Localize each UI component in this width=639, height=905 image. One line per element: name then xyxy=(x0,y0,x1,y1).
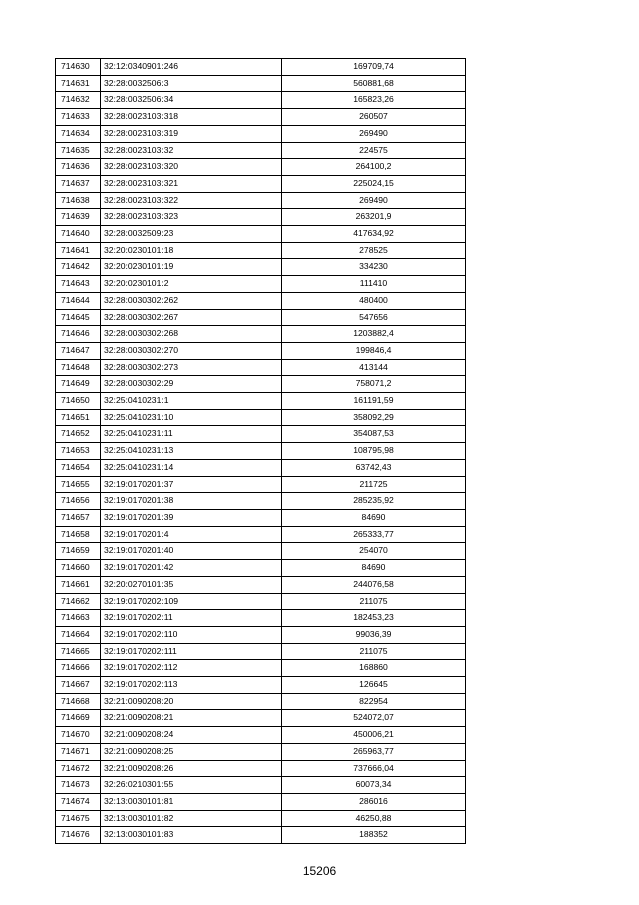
row-id-cell: 714630 xyxy=(56,59,101,76)
table-row xyxy=(56,677,466,694)
table-row xyxy=(56,493,466,510)
value-cell: 269490 xyxy=(282,125,466,142)
value-cell: 165823,26 xyxy=(282,92,466,109)
table-row xyxy=(56,376,466,393)
value-cell: 263201,9 xyxy=(282,209,466,226)
row-id-cell: 714639 xyxy=(56,209,101,226)
cadastral-number-cell: 32:28:0032506:34 xyxy=(101,92,282,109)
value-cell: 354087,53 xyxy=(282,426,466,443)
value-cell: 84690 xyxy=(282,560,466,577)
table-row xyxy=(56,242,466,259)
table-row xyxy=(56,276,466,293)
cadastral-number-cell: 32:28:0023103:323 xyxy=(101,209,282,226)
value-cell: 84690 xyxy=(282,509,466,526)
value-cell: 182453,23 xyxy=(282,610,466,627)
row-id-cell: 714657 xyxy=(56,509,101,526)
cadastral-number-cell: 32:28:0030302:29 xyxy=(101,376,282,393)
value-cell: 1203882,4 xyxy=(282,326,466,343)
table-row xyxy=(56,125,466,142)
table-row xyxy=(56,292,466,309)
table-row xyxy=(56,426,466,443)
value-cell: 225024,15 xyxy=(282,175,466,192)
value-cell: 111410 xyxy=(282,276,466,293)
table-row xyxy=(56,159,466,176)
table-row xyxy=(56,192,466,209)
table-row xyxy=(56,693,466,710)
value-cell: 188352 xyxy=(282,827,466,844)
cadastral-number-cell: 32:26:0210301:55 xyxy=(101,777,282,794)
table-row xyxy=(56,359,466,376)
table-row xyxy=(56,576,466,593)
cadastral-number-cell: 32:19:0170201:37 xyxy=(101,476,282,493)
value-cell: 169709,74 xyxy=(282,59,466,76)
value-cell: 254070 xyxy=(282,543,466,560)
table-row xyxy=(56,743,466,760)
row-id-cell: 714632 xyxy=(56,92,101,109)
table-row xyxy=(56,75,466,92)
value-cell: 161191,59 xyxy=(282,393,466,410)
value-cell: 547656 xyxy=(282,309,466,326)
cadastral-number-cell: 32:20:0270101:35 xyxy=(101,576,282,593)
cadastral-number-cell: 32:25:0410231:13 xyxy=(101,443,282,460)
table-row xyxy=(56,459,466,476)
row-id-cell: 714638 xyxy=(56,192,101,209)
cadastral-number-cell: 32:28:0030302:267 xyxy=(101,309,282,326)
table-row xyxy=(56,810,466,827)
row-id-cell: 714644 xyxy=(56,292,101,309)
value-cell: 199846,4 xyxy=(282,342,466,359)
row-id-cell: 714634 xyxy=(56,125,101,142)
cadastral-number-cell: 32:28:0030302:270 xyxy=(101,342,282,359)
cadastral-number-cell: 32:13:0030101:81 xyxy=(101,793,282,810)
row-id-cell: 714649 xyxy=(56,376,101,393)
table-row xyxy=(56,109,466,126)
value-cell: 737666,04 xyxy=(282,760,466,777)
table-row xyxy=(56,643,466,660)
value-cell: 278525 xyxy=(282,242,466,259)
value-cell: 286016 xyxy=(282,793,466,810)
value-cell: 758071,2 xyxy=(282,376,466,393)
row-id-cell: 714651 xyxy=(56,409,101,426)
cadastral-number-cell: 32:28:0023103:318 xyxy=(101,109,282,126)
cadastral-number-cell: 32:28:0032506:3 xyxy=(101,75,282,92)
table-row xyxy=(56,393,466,410)
data-table xyxy=(55,58,466,844)
cadastral-number-cell: 32:13:0030101:83 xyxy=(101,827,282,844)
row-id-cell: 714656 xyxy=(56,493,101,510)
table-row xyxy=(56,526,466,543)
row-id-cell: 714643 xyxy=(56,276,101,293)
table-row xyxy=(56,409,466,426)
row-id-cell: 714660 xyxy=(56,560,101,577)
row-id-cell: 714637 xyxy=(56,175,101,192)
table-row xyxy=(56,476,466,493)
value-cell: 524072,07 xyxy=(282,710,466,727)
value-cell: 450006,21 xyxy=(282,727,466,744)
cadastral-number-cell: 32:20:0230101:19 xyxy=(101,259,282,276)
cadastral-number-cell: 32:20:0230101:2 xyxy=(101,276,282,293)
row-id-cell: 714670 xyxy=(56,727,101,744)
value-cell: 358092,29 xyxy=(282,409,466,426)
value-cell: 334230 xyxy=(282,259,466,276)
value-cell: 108795,98 xyxy=(282,443,466,460)
value-cell: 224575 xyxy=(282,142,466,159)
value-cell: 46250,88 xyxy=(282,810,466,827)
cadastral-number-cell: 32:19:0170202:112 xyxy=(101,660,282,677)
value-cell: 265963,77 xyxy=(282,743,466,760)
table-row xyxy=(56,92,466,109)
row-id-cell: 714658 xyxy=(56,526,101,543)
table-row xyxy=(56,259,466,276)
cadastral-number-cell: 32:19:0170202:109 xyxy=(101,593,282,610)
value-cell: 211075 xyxy=(282,593,466,610)
table-row xyxy=(56,543,466,560)
row-id-cell: 714633 xyxy=(56,109,101,126)
value-cell: 211725 xyxy=(282,476,466,493)
cadastral-number-cell: 32:28:0023103:320 xyxy=(101,159,282,176)
row-id-cell: 714671 xyxy=(56,743,101,760)
row-id-cell: 714655 xyxy=(56,476,101,493)
row-id-cell: 714647 xyxy=(56,342,101,359)
row-id-cell: 714665 xyxy=(56,643,101,660)
table-row xyxy=(56,760,466,777)
cadastral-number-cell: 32:21:0090208:20 xyxy=(101,693,282,710)
row-id-cell: 714652 xyxy=(56,426,101,443)
row-id-cell: 714636 xyxy=(56,159,101,176)
cadastral-number-cell: 32:28:0023103:32 xyxy=(101,142,282,159)
table-row xyxy=(56,827,466,844)
cadastral-number-cell: 32:28:0023103:319 xyxy=(101,125,282,142)
row-id-cell: 714675 xyxy=(56,810,101,827)
row-id-cell: 714641 xyxy=(56,242,101,259)
row-id-cell: 714661 xyxy=(56,576,101,593)
row-id-cell: 714672 xyxy=(56,760,101,777)
cadastral-number-cell: 32:25:0410231:10 xyxy=(101,409,282,426)
row-id-cell: 714631 xyxy=(56,75,101,92)
row-id-cell: 714664 xyxy=(56,626,101,643)
page-number: 15206 xyxy=(302,864,337,878)
value-cell: 417634,92 xyxy=(282,226,466,243)
cadastral-number-cell: 32:28:0030302:268 xyxy=(101,326,282,343)
row-id-cell: 714645 xyxy=(56,309,101,326)
row-id-cell: 714653 xyxy=(56,443,101,460)
table-row xyxy=(56,727,466,744)
cadastral-number-cell: 32:19:0170201:38 xyxy=(101,493,282,510)
cadastral-number-cell: 32:19:0170202:113 xyxy=(101,677,282,694)
table-row xyxy=(56,610,466,627)
cadastral-number-cell: 32:25:0410231:14 xyxy=(101,459,282,476)
row-id-cell: 714642 xyxy=(56,259,101,276)
cadastral-number-cell: 32:28:0030302:262 xyxy=(101,292,282,309)
cadastral-number-cell: 32:21:0090208:26 xyxy=(101,760,282,777)
row-id-cell: 714640 xyxy=(56,226,101,243)
table-row xyxy=(56,59,466,76)
value-cell: 413144 xyxy=(282,359,466,376)
cadastral-number-cell: 32:19:0170202:110 xyxy=(101,626,282,643)
cadastral-number-cell: 32:25:0410231:11 xyxy=(101,426,282,443)
row-id-cell: 714646 xyxy=(56,326,101,343)
value-cell: 269490 xyxy=(282,192,466,209)
table-body xyxy=(56,59,466,844)
row-id-cell: 714667 xyxy=(56,677,101,694)
value-cell: 264100,2 xyxy=(282,159,466,176)
cadastral-number-cell: 32:28:0030302:273 xyxy=(101,359,282,376)
cadastral-number-cell: 32:19:0170201:42 xyxy=(101,560,282,577)
value-cell: 60073,34 xyxy=(282,777,466,794)
value-cell: 260507 xyxy=(282,109,466,126)
table-row xyxy=(56,560,466,577)
cadastral-number-cell: 32:28:0032509:23 xyxy=(101,226,282,243)
cadastral-number-cell: 32:25:0410231:1 xyxy=(101,393,282,410)
cadastral-number-cell: 32:20:0230101:18 xyxy=(101,242,282,259)
value-cell: 168860 xyxy=(282,660,466,677)
value-cell: 560881,68 xyxy=(282,75,466,92)
row-id-cell: 714673 xyxy=(56,777,101,794)
table-row xyxy=(56,710,466,727)
cadastral-number-cell: 32:21:0090208:25 xyxy=(101,743,282,760)
value-cell: 285235,92 xyxy=(282,493,466,510)
table-row xyxy=(56,793,466,810)
row-id-cell: 714650 xyxy=(56,393,101,410)
row-id-cell: 714654 xyxy=(56,459,101,476)
value-cell: 244076,58 xyxy=(282,576,466,593)
cadastral-number-cell: 32:12:0340901:246 xyxy=(101,59,282,76)
table-row xyxy=(56,509,466,526)
row-id-cell: 714662 xyxy=(56,593,101,610)
value-cell: 211075 xyxy=(282,643,466,660)
cadastral-number-cell: 32:19:0170201:4 xyxy=(101,526,282,543)
row-id-cell: 714676 xyxy=(56,827,101,844)
table-row xyxy=(56,142,466,159)
cadastral-number-cell: 32:19:0170202:11 xyxy=(101,610,282,627)
value-cell: 63742,43 xyxy=(282,459,466,476)
row-id-cell: 714669 xyxy=(56,710,101,727)
cadastral-number-cell: 32:28:0023103:322 xyxy=(101,192,282,209)
row-id-cell: 714666 xyxy=(56,660,101,677)
cadastral-number-cell: 32:19:0170201:40 xyxy=(101,543,282,560)
row-id-cell: 714635 xyxy=(56,142,101,159)
value-cell: 126645 xyxy=(282,677,466,694)
table-row xyxy=(56,342,466,359)
cadastral-number-cell: 32:19:0170201:39 xyxy=(101,509,282,526)
table-row xyxy=(56,309,466,326)
cadastral-number-cell: 32:13:0030101:82 xyxy=(101,810,282,827)
value-cell: 480400 xyxy=(282,292,466,309)
row-id-cell: 714659 xyxy=(56,543,101,560)
table-row xyxy=(56,326,466,343)
table-row xyxy=(56,175,466,192)
table-row xyxy=(56,443,466,460)
value-cell: 265333,77 xyxy=(282,526,466,543)
row-id-cell: 714668 xyxy=(56,693,101,710)
cadastral-number-cell: 32:19:0170202:111 xyxy=(101,643,282,660)
table-row xyxy=(56,777,466,794)
table-row xyxy=(56,226,466,243)
row-id-cell: 714663 xyxy=(56,610,101,627)
table-row xyxy=(56,593,466,610)
table-row xyxy=(56,209,466,226)
row-id-cell: 714648 xyxy=(56,359,101,376)
cadastral-number-cell: 32:21:0090208:21 xyxy=(101,710,282,727)
cadastral-number-cell: 32:21:0090208:24 xyxy=(101,727,282,744)
value-cell: 99036,39 xyxy=(282,626,466,643)
row-id-cell: 714674 xyxy=(56,793,101,810)
value-cell: 822954 xyxy=(282,693,466,710)
table-row xyxy=(56,626,466,643)
table-row xyxy=(56,660,466,677)
cadastral-number-cell: 32:28:0023103:321 xyxy=(101,175,282,192)
